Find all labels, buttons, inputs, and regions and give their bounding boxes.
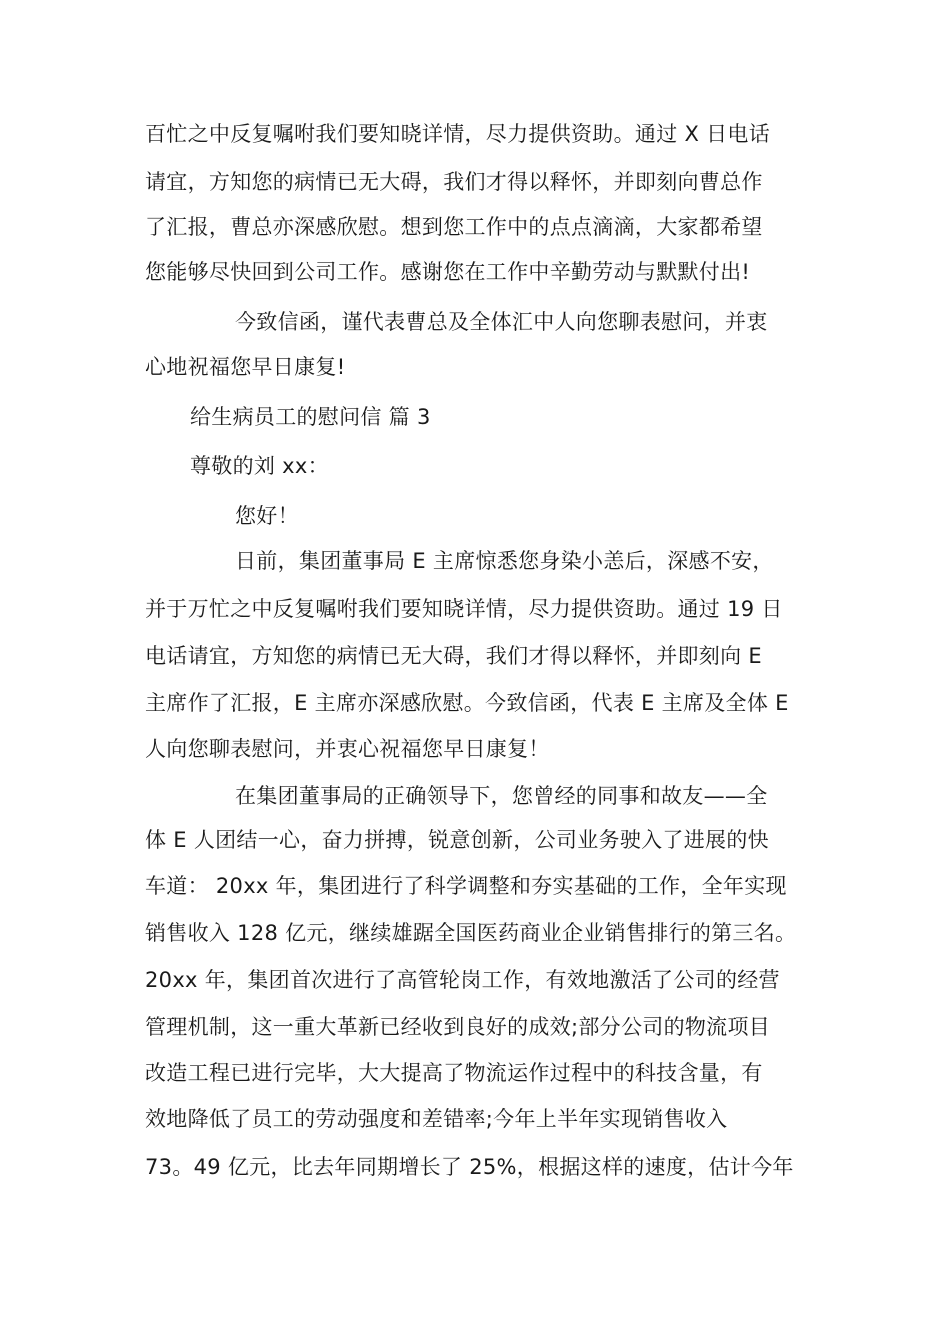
paragraph-line: 73。49 亿元，比去年同期增长了 25%，根据这样的速度，估计今年 <box>145 1155 794 1179</box>
salutation: 尊敬的刘 xx： <box>190 454 329 478</box>
paragraph-line: 并于万忙之中反复嘱咐我们要知晓详情，尽力提供资助。通过 19 日 <box>145 597 783 621</box>
paragraph-line: 管理机制，这一重大革新已经收到良好的成效;部分公司的物流项目 <box>145 1015 771 1039</box>
section-heading: 给生病员工的慰问信 篇 3 <box>190 405 431 429</box>
paragraph-line: 销售收入 128 亿元，继续雄踞全国医药商业企业销售排行的第三名。 <box>145 921 797 945</box>
paragraph-line: 人向您聊表慰问，并衷心祝福您早日康复！ <box>145 737 550 761</box>
paragraph-line: 请宜，方知您的病情已无大碍，我们才得以释怀，并即刻向曹总作 <box>145 170 763 194</box>
paragraph-line: 主席作了汇报，E 主席亦深感欣慰。今致信函，代表 E 主席及全体 E <box>145 691 789 715</box>
paragraph-line: 心地祝福您早日康复! <box>145 355 346 379</box>
paragraph-line: 在集团董事局的正确领导下，您曾经的同事和故友——全 <box>235 784 768 808</box>
paragraph-line: 百忙之中反复嘱咐我们要知晓详情，尽力提供资助。通过 X 日电话 <box>145 122 771 146</box>
paragraph-line: 效地降低了员工的劳动强度和差错率;今年上半年实现销售收入 <box>145 1107 728 1131</box>
paragraph-line: 您能够尽快回到公司工作。感谢您在工作中辛勤劳动与默默付出! <box>145 260 751 284</box>
paragraph-line: 车道： 20xx 年，集团进行了科学调整和夯实基础的工作，全年实现 <box>145 874 787 898</box>
paragraph-line: 改造工程已进行完毕，大大提高了物流运作过程中的科技含量，有 <box>145 1061 763 1085</box>
paragraph-line: 了汇报，曹总亦深感欣慰。想到您工作中的点点滴滴，大家都希望 <box>145 215 763 239</box>
paragraph-line: 体 E 人团结一心，奋力拼搏，锐意创新，公司业务驶入了进展的快 <box>145 828 769 852</box>
paragraph-line: 20xx 年，集团首次进行了高管轮岗工作，有效地激活了公司的经营 <box>145 968 780 992</box>
paragraph-line: 日前，集团董事局 E 主席惊悉您身染小恙后，深感不安， <box>235 549 774 573</box>
paragraph-line: 今致信函，谨代表曹总及全体汇中人向您聊表慰问，并衷 <box>235 310 768 334</box>
greeting: 您好！ <box>235 504 299 528</box>
paragraph-line: 电话请宜，方知您的病情已无大碍，我们才得以释怀，并即刻向 E <box>145 644 762 668</box>
